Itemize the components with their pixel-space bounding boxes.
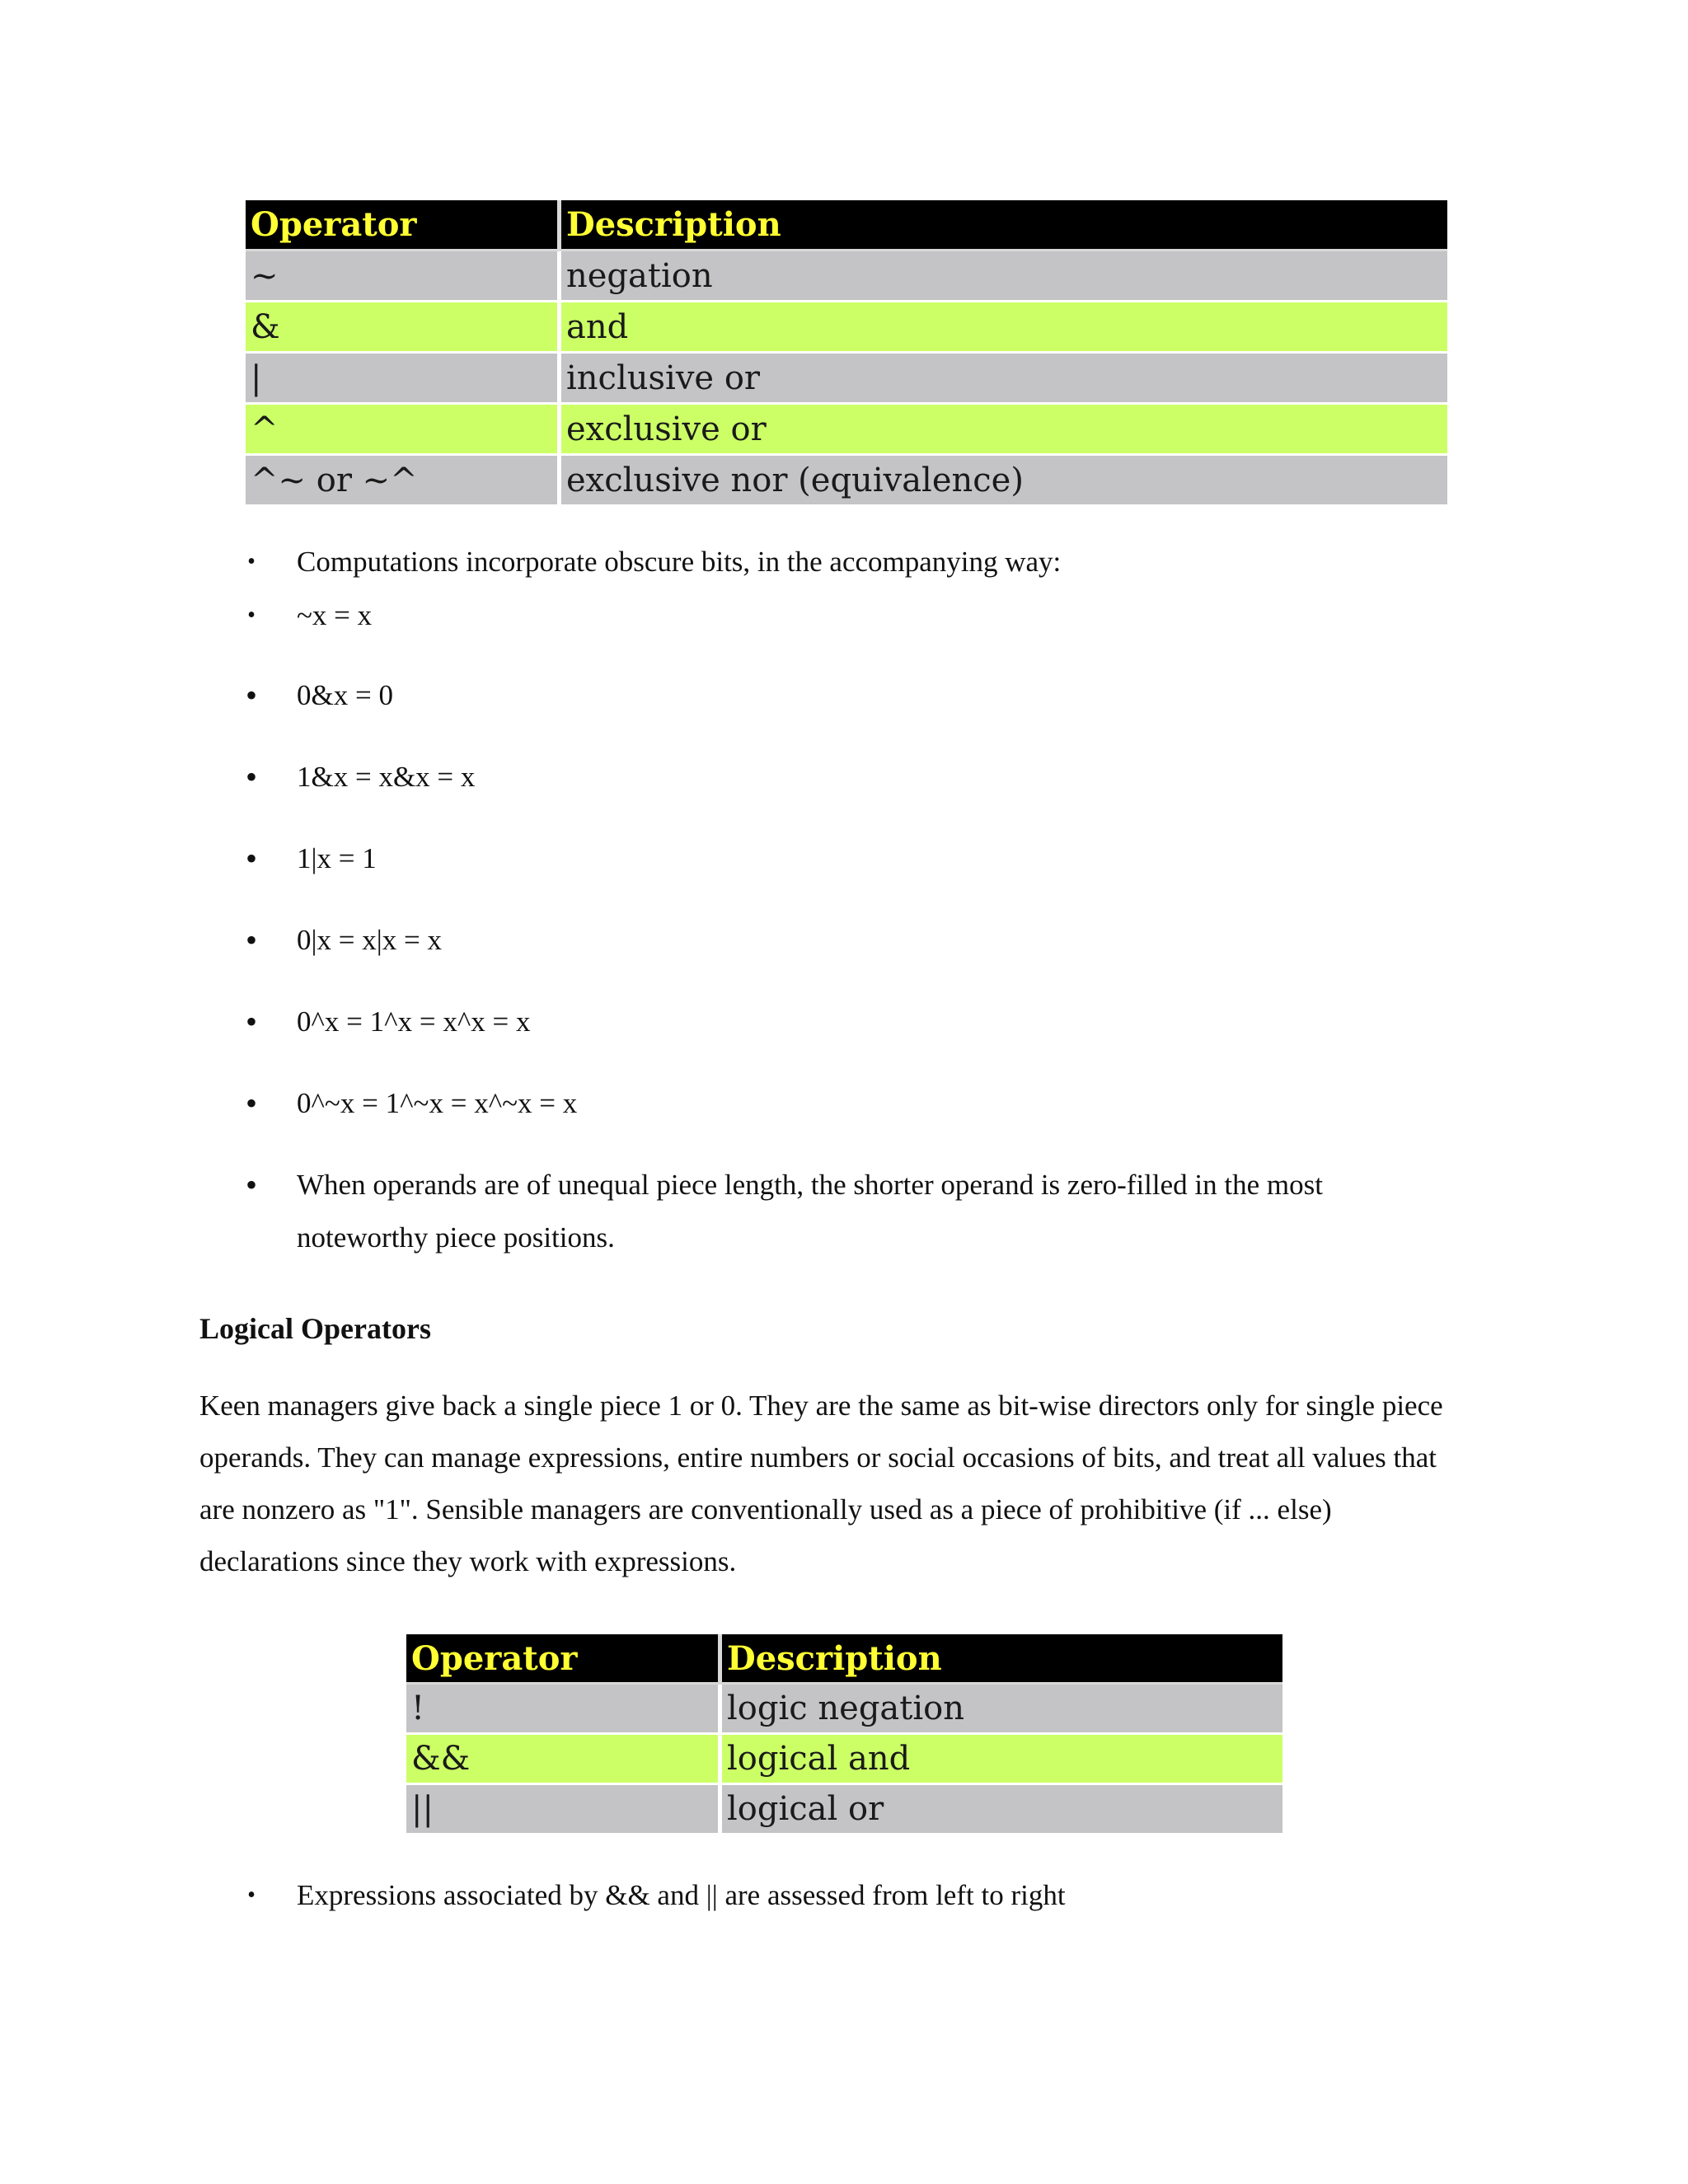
bullet-dot-icon: • — [246, 840, 258, 877]
description-cell: and — [561, 302, 1447, 354]
description-cell: inclusive or — [561, 354, 1447, 405]
operator-cell: && — [406, 1735, 722, 1785]
table-row — [406, 1785, 1282, 1835]
table-row — [406, 1735, 1282, 1785]
bullet-dot-icon: • — [246, 1003, 258, 1040]
bullet-dot-icon: • — [247, 549, 256, 574]
body-paragraph: Keen managers give back a single piece 1 or 0. They are the same as bit-wise directors only for single piece operands. They can manage expressions, entire numbers or social occasions of bits, and treat all values that are nonzero as "1". Sensible managers are conventionally used as a piece of prohibitive (if ... else) declarations since they work with expressions. — [199, 1390, 1443, 1577]
operator-cell: ~ — [246, 251, 561, 302]
operator-cell: ^ — [246, 405, 561, 456]
table-header-row — [246, 200, 1447, 251]
bullet-dot-icon: • — [247, 602, 256, 628]
table-header-row — [406, 1634, 1282, 1685]
table-row — [406, 1685, 1282, 1735]
description-cell: logic negation — [722, 1685, 1282, 1735]
description-cell: exclusive nor (equivalence) — [561, 456, 1447, 507]
description-column-header: Description — [561, 200, 1447, 251]
bullet-dot-icon: • — [246, 677, 258, 714]
description-column-header: Description — [722, 1634, 1282, 1685]
operator-cell: || — [406, 1785, 722, 1835]
operator-column-header: Operator — [406, 1634, 722, 1685]
table-row — [246, 354, 1447, 405]
description-cell: exclusive or — [561, 405, 1447, 456]
bullet-dot-icon: • — [247, 1882, 256, 1908]
bullet-dot-icon: • — [246, 921, 258, 958]
operator-cell: & — [246, 302, 561, 354]
description-cell: logical and — [722, 1735, 1282, 1785]
bullet-dot-icon: • — [246, 758, 258, 795]
section-heading: Logical Operators — [199, 1312, 431, 1345]
table-row — [246, 302, 1447, 354]
operator-column-header: Operator — [246, 200, 561, 251]
table-row — [246, 251, 1447, 302]
bitwise-operator-table — [246, 200, 1447, 507]
operator-cell: ! — [406, 1685, 722, 1735]
logical-operator-table — [406, 1634, 1282, 1835]
bullet-dot-icon: • — [246, 1166, 258, 1203]
description-cell: negation — [561, 251, 1447, 302]
operator-cell: | — [246, 354, 561, 405]
operator-cell: ^~ or ~^ — [246, 456, 561, 507]
description-cell: logical or — [722, 1785, 1282, 1835]
table-row — [246, 405, 1447, 456]
table-row — [246, 456, 1447, 507]
bullet-dot-icon: • — [246, 1085, 258, 1122]
